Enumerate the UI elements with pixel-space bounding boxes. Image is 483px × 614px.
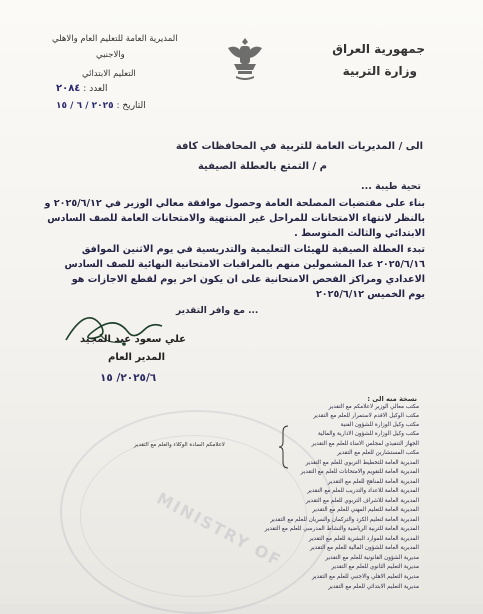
distribution-item: مكتب معالي الوزير لاعلامكم مع التقدير bbox=[328, 404, 419, 410]
distribution-item: مديرية التعليم الاهلي والاجنبي للعلم مع التقدير bbox=[311, 574, 419, 580]
distribution-item: المديرية العامة للاعداد والتدريب للعلم مع التقدير bbox=[307, 488, 419, 494]
distribution-item: المديرية العامة لتعليم الكرد والتركمان والسريان للعلم مع التقدير bbox=[270, 517, 419, 523]
body-line: ٢٠٢٥/٦/١٦ عدا المشمولين منهم بالمراقبات الامتحانية النهائية للصف السادس bbox=[64, 259, 425, 270]
copy-to-title: نسخة منه الى : bbox=[367, 395, 417, 403]
header-date bbox=[56, 101, 146, 111]
distribution-item: المديرية العامة للمناهج للعلم مع التقدير bbox=[327, 479, 419, 485]
distribution-item: المديرية العامة للتقويم والامتحانات للعلم مع التقدير bbox=[300, 469, 419, 475]
distribution-item: مكتب الوكيل الاقدم لاستمرار للعلم مع التقدير bbox=[313, 413, 419, 419]
distribution-item: مديرية التعليم الابتدائي للعلم مع التقدير bbox=[328, 584, 419, 590]
body-line: بناء على مقتضيات المصلحة العامة وحصول موافقة معالي الوزير في ٢٠٢٥/٦/١٢ و bbox=[44, 198, 425, 209]
distribution-item: المديرية العامة للموارد البشرية للعلم مع التقدير bbox=[308, 536, 419, 542]
header-date-value: ٢٠٢٥ / ٦ / ١٥ bbox=[56, 101, 114, 111]
signature-date: ٢٠٢٥/٦/ ١٥ bbox=[100, 372, 157, 384]
distribution-item: مكتب وكيل الوزارة للشؤون الفنية bbox=[340, 422, 419, 428]
distribution-item: الجهاز التنفيذي لمجلس الامناء للعلم مع التقدير bbox=[311, 441, 419, 447]
reference-number-value: ٢٠٨٤ bbox=[56, 83, 81, 94]
handwritten-signature bbox=[60, 300, 170, 360]
distribution-item: مديرية التعليم الثانوي للعلم مع التقدير bbox=[331, 564, 419, 570]
reference-number-label: العدد : bbox=[83, 84, 108, 94]
distribution-item: المديرية العامة للتعليم المهني للعلم مع التقدير bbox=[312, 507, 419, 513]
brace-note: لاعلامكم السادة الوكلاء والعلم مع التقدير bbox=[134, 442, 225, 448]
header-date-label: التاريخ : bbox=[116, 101, 146, 111]
addressee-line: الى / المديريات العامة للتربية في المحافظات كافة bbox=[175, 141, 423, 152]
body-line: تبدء العطلة الصيفية للهيئات التعليمية والتدريسية في يوم الاثنين الموافق bbox=[81, 244, 425, 255]
distribution-item: مكتب المستشارين للعلم مع التقدير bbox=[337, 450, 419, 456]
greeting: تحية طيبة ... bbox=[361, 181, 421, 192]
signatory-title: المدير العام bbox=[108, 352, 166, 363]
closing-line: ... مع وافر التقدير bbox=[176, 306, 259, 316]
distribution-item: مديرية الشؤون القانونية للعلم مع التقدير bbox=[325, 555, 419, 561]
body-line: الابتدائي والثالث المتوسط . bbox=[294, 228, 425, 239]
reference-number bbox=[56, 83, 108, 94]
header-directorate-line2: والاجنبي bbox=[96, 50, 125, 60]
header-department: التعليم الابتدائي bbox=[82, 69, 136, 79]
signatory-name: علي سعود عبد المجيد bbox=[80, 334, 186, 345]
country-name: جمهورية العراق bbox=[332, 42, 425, 56]
distribution-item: المديرية العامة للتخطيط التربوي للعلم مع التقدير bbox=[305, 460, 419, 466]
header-directorate-line1: المديرية العامة للتعليم العام والاهلي bbox=[52, 34, 178, 44]
iraq-emblem-icon bbox=[224, 34, 266, 82]
distribution-item: مكتب وكيل الوزارة للشؤون الادارية والمالية bbox=[317, 431, 419, 437]
body-line: بالنظر لانتهاء الامتحانات للمراحل غير المنتهية والامتحانات العامة للصف السادس bbox=[47, 213, 425, 224]
body-line: يوم الخميس ٢٠٢٥/٦/١٢ bbox=[315, 289, 425, 300]
seal-watermark-text: MINISTRY OF bbox=[153, 488, 286, 571]
subject-line: م / التمتع بالعطلة الصيفية bbox=[197, 161, 327, 172]
distribution-item: المديرية العامة للشؤون المالية للعلم مع التقدير bbox=[310, 545, 419, 551]
distribution-item: المديرية العامة للاشراف التربوي للعلم مع التقدير bbox=[305, 498, 419, 504]
body-line: الاعدادي ومراكز الفحص الامتحانية على ان يكون اخر يوم لقطع الاجازات هو bbox=[71, 274, 425, 285]
grouping-brace bbox=[278, 424, 292, 470]
distribution-item: المديرية العامة للتربية الرياضية والنشاط المدرسي للعلم مع التقدير bbox=[264, 526, 419, 532]
ministry-name: وزارة التربية bbox=[342, 64, 417, 78]
